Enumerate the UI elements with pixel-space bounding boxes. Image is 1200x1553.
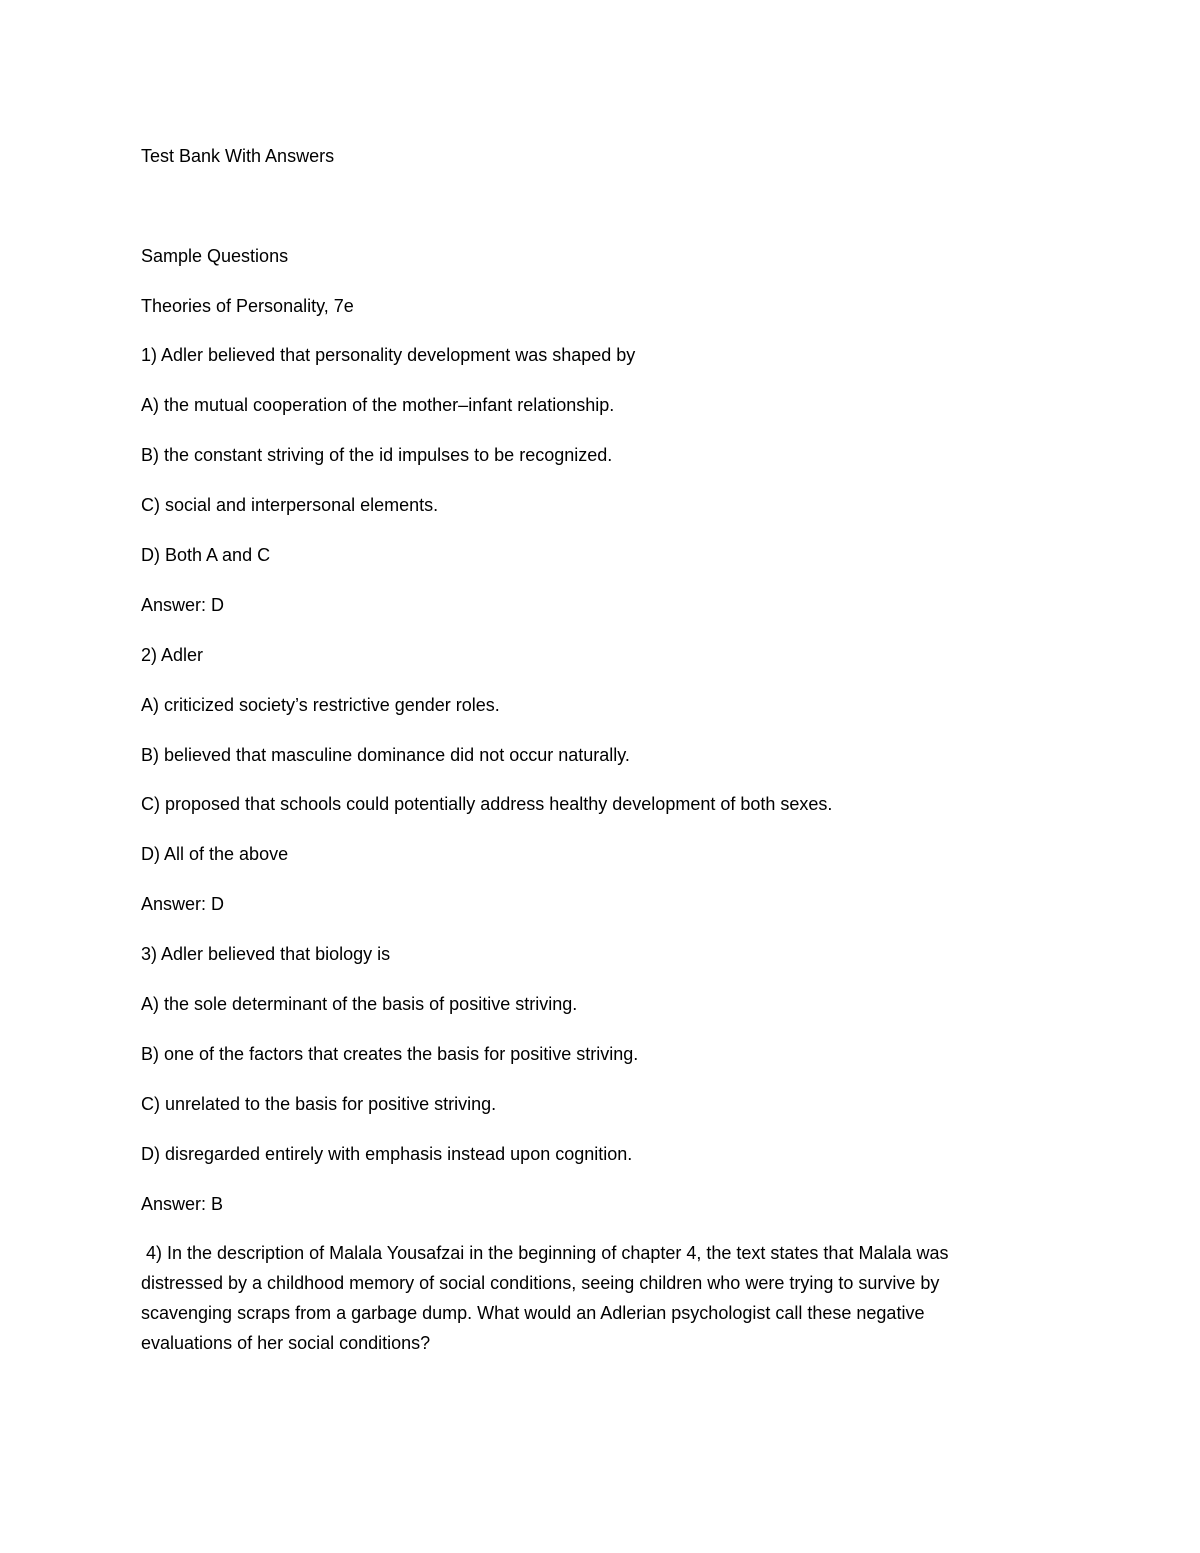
question-option: D) disregarded entirely with emphasis instead upon cognition. xyxy=(141,1144,633,1164)
question-answer: Answer: B xyxy=(141,1194,224,1214)
question-option: B) one of the factors that creates the basis for positive striving. xyxy=(141,1044,639,1064)
question-option: B) the constant striving of the id impulses to be recognized. xyxy=(141,445,613,465)
question-answer: Answer: D xyxy=(141,894,225,914)
question-4-line: 4) In the description of Malala Yousafzai in the beginning of chapter 4, the text states that Malala was xyxy=(141,1243,949,1263)
question-4-paragraph xyxy=(141,1238,1061,1358)
question-option: C) proposed that schools could potentially address healthy development of both sexes. xyxy=(141,794,833,814)
question-4-line: scavenging scraps from a garbage dump. What would an Adlerian psychologist call these negative xyxy=(141,1303,925,1323)
question-option: C) unrelated to the basis for positive striving. xyxy=(141,1094,497,1114)
question-option: D) All of the above xyxy=(141,844,289,864)
document-header: Test Bank With Answers xyxy=(141,146,335,166)
question-option: B) believed that masculine dominance did not occur naturally. xyxy=(141,745,630,765)
question-4-line: distressed by a childhood memory of social conditions, seeing children who were trying to survive by xyxy=(141,1273,940,1293)
question-option: A) criticized society’s restrictive gender roles. xyxy=(141,695,500,715)
question-answer: Answer: D xyxy=(141,595,225,615)
question-option: C) social and interpersonal elements. xyxy=(141,495,439,515)
document-subtitle: Sample Questions xyxy=(141,246,289,266)
question-stem: 1) Adler believed that personality development was shaped by xyxy=(141,345,636,365)
question-option: D) Both A and C xyxy=(141,545,271,565)
question-stem: 3) Adler believed that biology is xyxy=(141,944,391,964)
question-option: A) the sole determinant of the basis of positive striving. xyxy=(141,994,578,1014)
question-option: A) the mutual cooperation of the mother–infant relationship. xyxy=(141,395,615,415)
book-title: Theories of Personality, 7e xyxy=(141,296,354,316)
question-4-line: evaluations of her social conditions? xyxy=(141,1333,431,1353)
question-stem: 2) Adler xyxy=(141,645,204,665)
